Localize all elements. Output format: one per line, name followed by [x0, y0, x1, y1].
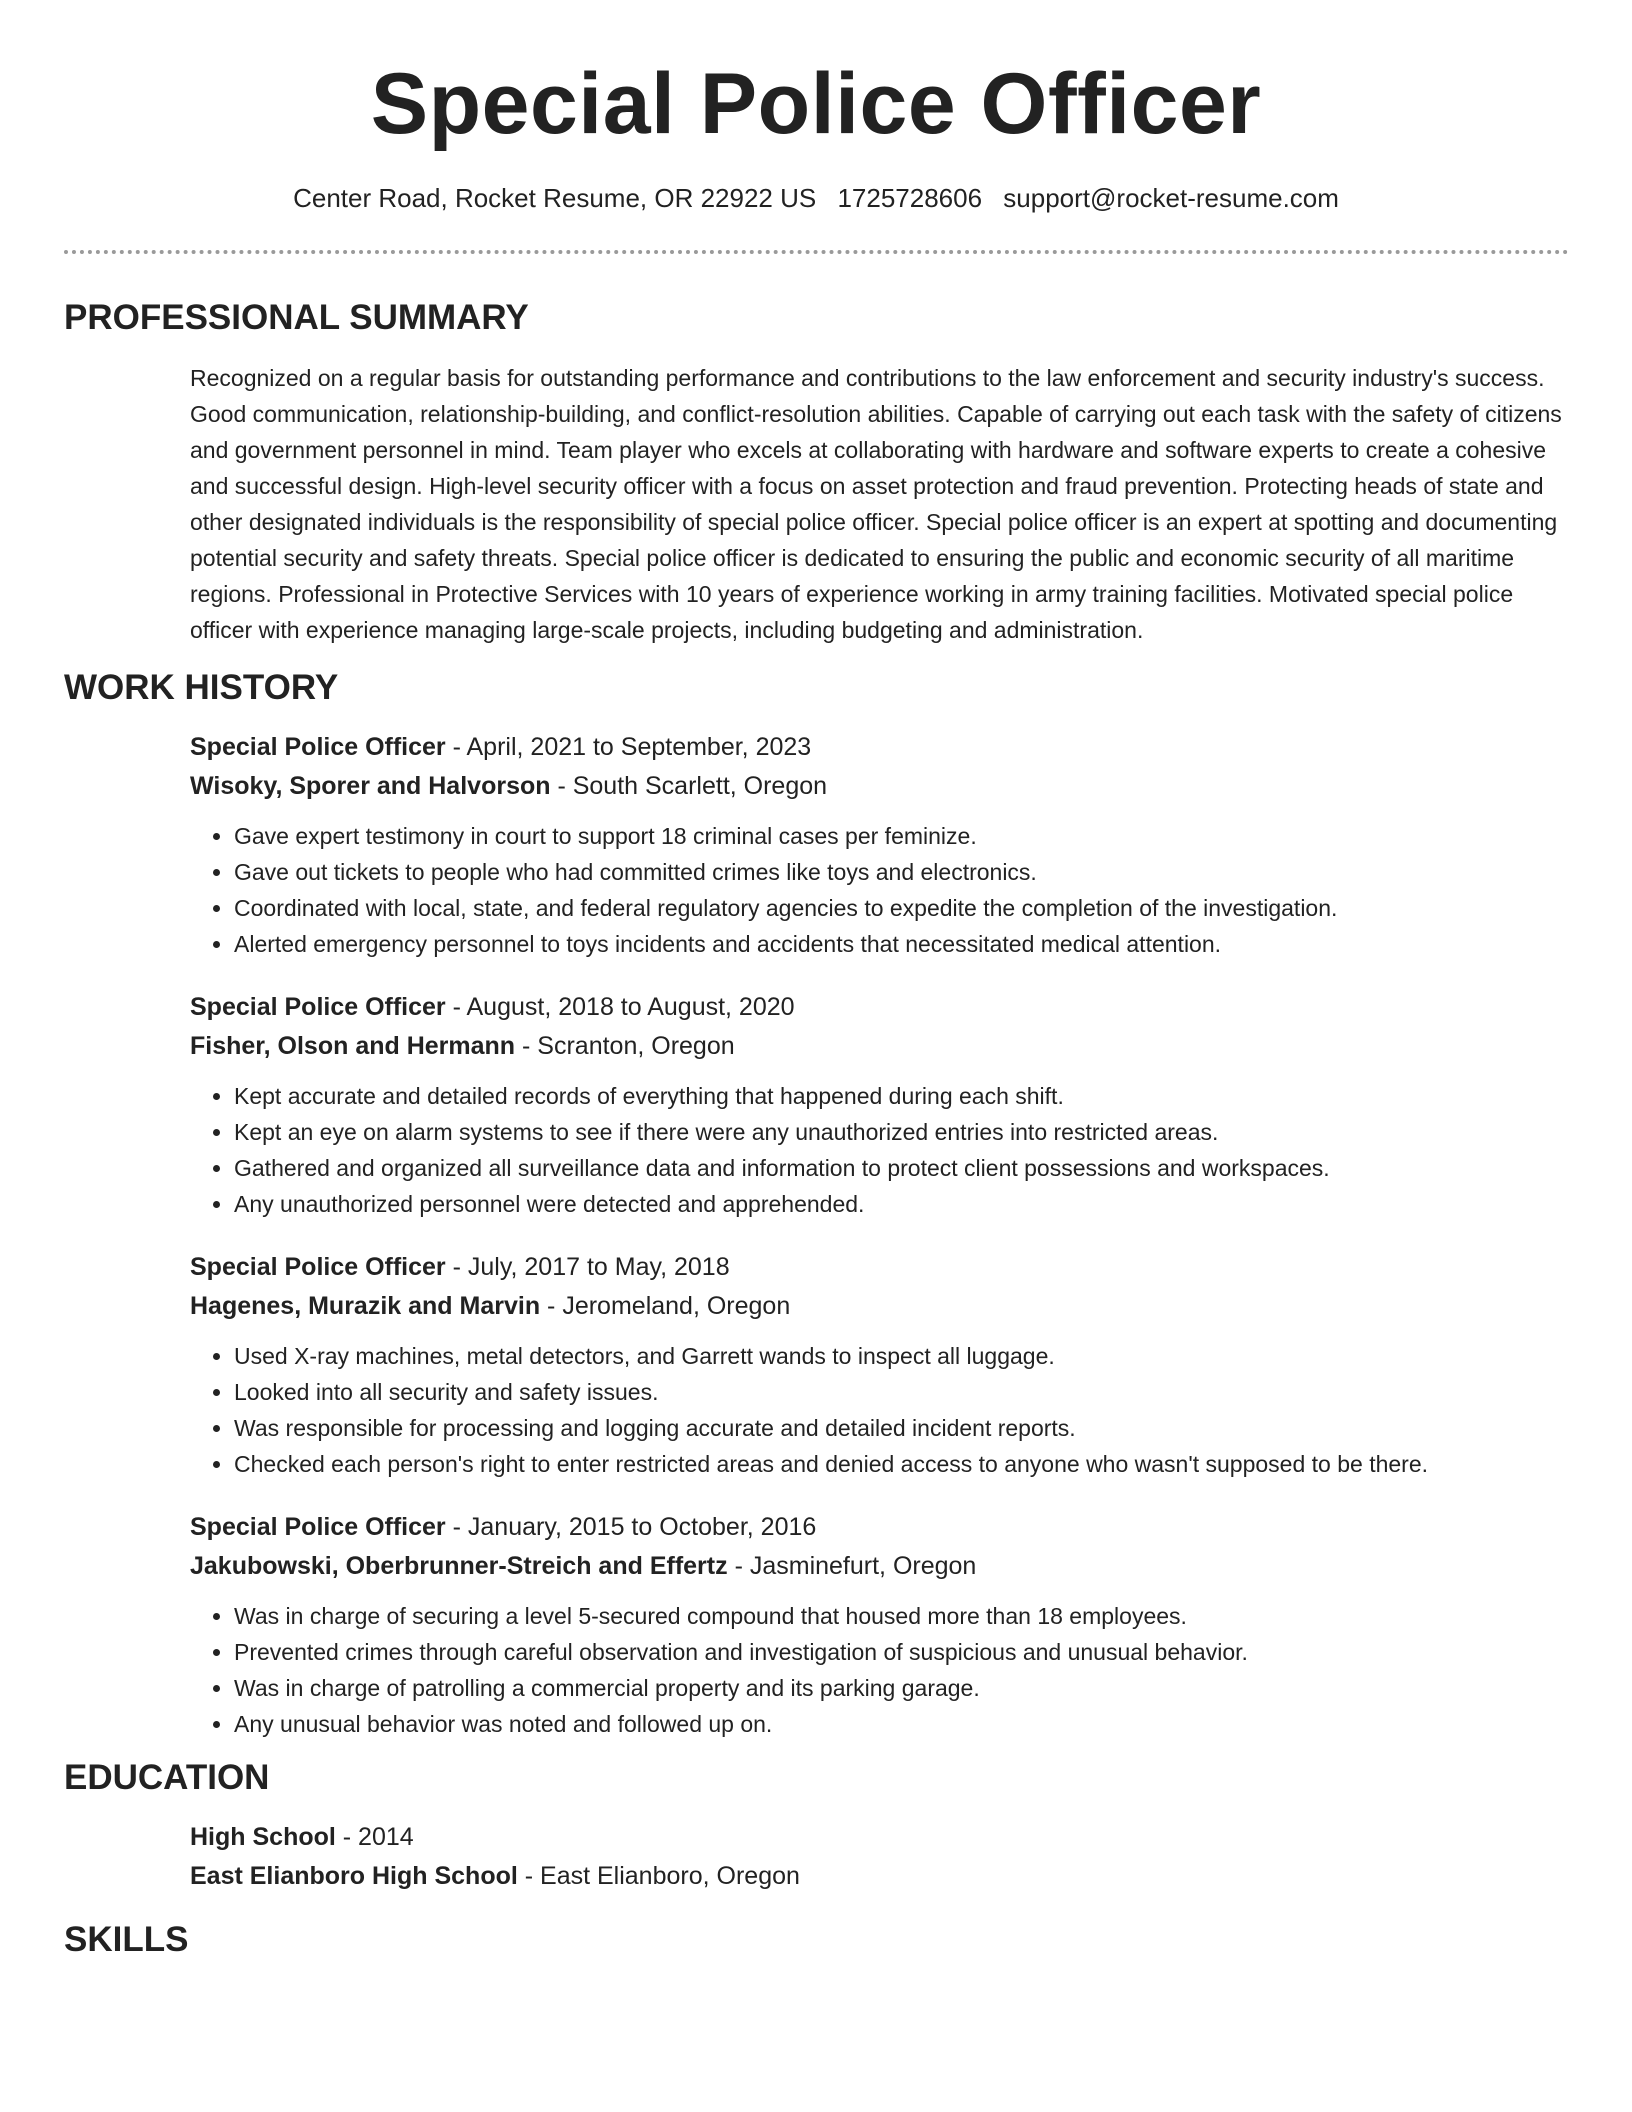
summary-text: Recognized on a regular basis for outstanding performance and contributions to the law enforcement and security industry's success. Good communication, relationship-building, and conflict-resolution abilities. Capable of carrying out each task with the safety of citizens and government personnel in mind. Team player who excels at collaborating with hardware and software experts to create a cohesive and successful design. High-level security officer with a focus on asset protection and fraud prevention. Protecting heads of state and other designated individuals is the responsibility of special police officer. Special police officer is an expert at spotting and documenting potential security and safety threats. Special police officer is dedicated to ensuring the public and economic security of all maritime regions. Professional in Protective Services with 10 years of experience working in army training facilities. Motivated special police officer with experience managing large-scale projects, including budgeting and administration. [190, 365, 1562, 643]
job-bullets [190, 818, 1569, 962]
work-history-section [64, 666, 1569, 1742]
contact-phone: 1725728606 [837, 183, 983, 213]
job-bullet: • Was responsible for processing and logging accurate and detailed incident reports. [234, 1410, 1569, 1446]
resume-name: Special Police Officer [370, 56, 1262, 152]
job-bullet: • Gave expert testimony in court to support 18 criminal cases per feminize. [234, 818, 1569, 854]
job-title-line [190, 728, 1569, 767]
resume-content [64, 296, 1569, 1962]
job-entry [190, 728, 1569, 962]
job-title-line [190, 988, 1569, 1027]
job-title-line [190, 1508, 1569, 1547]
job-bullet: • Any unauthorized personnel were detected and apprehended. [234, 1186, 1569, 1222]
header-divider [64, 250, 1569, 254]
contact-address: Center Road, Rocket Resume, OR 22922 US [293, 183, 817, 213]
job-bullet: • Kept an eye on alarm systems to see if there were any unauthorized entries into restricted areas. [234, 1114, 1569, 1150]
contact-line [0, 180, 1632, 216]
job-role: Special Police Officer [190, 733, 446, 761]
job-bullets [190, 1078, 1569, 1222]
section-title-education: EDUCATION [64, 1758, 270, 1797]
skills-section [64, 1918, 1569, 1962]
section-title-skills: SKILLS [64, 1920, 189, 1959]
education-school: East Elianboro High School [190, 1862, 518, 1890]
education-year: - 2014 [335, 1823, 414, 1851]
job-bullet: • Prevented crimes through careful observation and investigation of suspicious and unusual behavior. [234, 1634, 1569, 1670]
job-company-line [190, 1547, 1569, 1586]
job-bullet: • Used X-ray machines, metal detectors, and Garrett wands to inspect all luggage. [234, 1338, 1569, 1374]
job-bullet: • Alerted emergency personnel to toys incidents and accidents that necessitated medical attention. [234, 926, 1569, 962]
education-school-line [190, 1857, 1569, 1896]
job-location: - Jasminefurt, Oregon [727, 1552, 977, 1580]
job-role: Special Police Officer [190, 1253, 446, 1281]
education-section [64, 1756, 1569, 1896]
job-dates: - January, 2015 to October, 2016 [445, 1513, 817, 1541]
job-bullet: • Any unusual behavior was noted and followed up on. [234, 1706, 1569, 1742]
job-bullet: • Gathered and organized all surveillance data and information to protect client possessions and workspaces. [234, 1150, 1569, 1186]
section-title-summary: PROFESSIONAL SUMMARY [64, 298, 529, 337]
job-entry [190, 1248, 1569, 1482]
education-location: - East Elianboro, Oregon [517, 1862, 800, 1890]
job-company-line [190, 1287, 1569, 1326]
job-dates: - April, 2021 to September, 2023 [445, 733, 812, 761]
job-entry [190, 988, 1569, 1222]
contact-email: support@rocket-resume.com [1003, 183, 1339, 213]
education-degree-line [190, 1818, 1569, 1857]
job-location: - Scranton, Oregon [515, 1032, 735, 1060]
summary-section [64, 296, 1569, 648]
job-location: - South Scarlett, Oregon [550, 772, 828, 800]
job-bullet: • Gave out tickets to people who had committed crimes like toys and electronics. [234, 854, 1569, 890]
job-bullet: • Coordinated with local, state, and federal regulatory agencies to expedite the completion of the investigation. [234, 890, 1569, 926]
job-bullet: • Looked into all security and safety issues. [234, 1374, 1569, 1410]
section-title-work-history: WORK HISTORY [64, 668, 339, 707]
job-bullet: • Kept accurate and detailed records of everything that happened during each shift. [234, 1078, 1569, 1114]
job-company-line [190, 1027, 1569, 1066]
job-company: Fisher, Olson and Hermann [190, 1032, 516, 1060]
job-entry [190, 1508, 1569, 1742]
job-dates: - August, 2018 to August, 2020 [445, 993, 795, 1021]
job-title-line [190, 1248, 1569, 1287]
job-role: Special Police Officer [190, 1513, 446, 1541]
job-bullets [190, 1338, 1569, 1482]
job-company: Wisoky, Sporer and Halvorson [190, 772, 551, 800]
job-company: Jakubowski, Oberbrunner-Streich and Effertz [190, 1552, 728, 1580]
job-company: Hagenes, Murazik and Marvin [190, 1292, 541, 1320]
job-dates: - July, 2017 to May, 2018 [445, 1253, 730, 1281]
job-bullet: • Was in charge of securing a level 5-secured compound that housed more than 18 employees. [234, 1598, 1569, 1634]
job-role: Special Police Officer [190, 993, 446, 1021]
job-bullet: • Was in charge of patrolling a commercial property and its parking garage. [234, 1670, 1569, 1706]
job-bullet: • Checked each person's right to enter restricted areas and denied access to anyone who wasn't supposed to be there. [234, 1446, 1569, 1482]
job-bullets [190, 1598, 1569, 1742]
resume-header [0, 0, 1632, 216]
education-degree: High School [190, 1823, 336, 1851]
job-location: - Jeromeland, Oregon [540, 1292, 791, 1320]
job-company-line [190, 767, 1569, 806]
